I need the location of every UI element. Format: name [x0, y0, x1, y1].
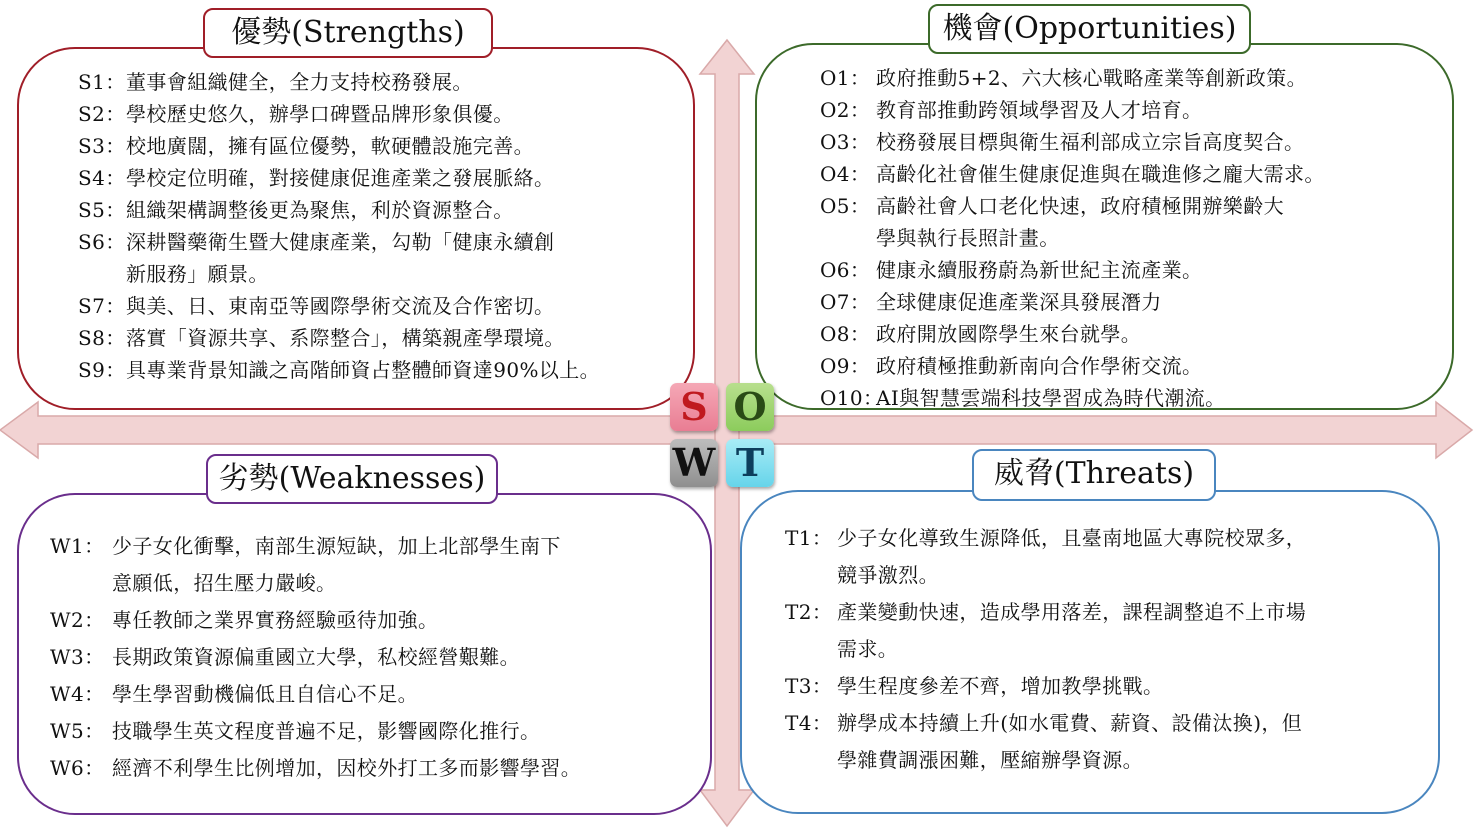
- weakness-item: [50, 639, 581, 676]
- item-code: O6：: [820, 258, 871, 282]
- item-text: 學校定位明確，對接健康促進產業之發展脈絡。: [126, 166, 555, 190]
- item-text: 組織架構調整後更為聚焦，利於資源整合。: [126, 198, 514, 222]
- item-code: T3：: [785, 674, 833, 698]
- item-code: S7：: [78, 294, 126, 318]
- weakness-item: [50, 528, 581, 602]
- item-code: W1：: [50, 534, 105, 558]
- item-code: O3：: [820, 130, 871, 154]
- threat-item: [785, 668, 1306, 705]
- weaknesses-list: [50, 528, 581, 787]
- weaknesses-title: 劣勢(Weaknesses): [206, 454, 498, 504]
- swot-tile-s: S: [670, 383, 718, 431]
- threats-list: [785, 520, 1306, 779]
- item-text: 經濟不利學生比例增加，因校外打工多而影響學習。: [112, 756, 582, 780]
- opportunity-item: [820, 126, 1325, 158]
- item-text-continued: 學雜費調漲困難，壓縮辦學資源。: [837, 748, 1143, 772]
- item-text-continued: 需求。: [837, 637, 899, 661]
- opportunity-item: [820, 286, 1325, 318]
- opportunity-item: [820, 318, 1325, 350]
- opportunities-list: [820, 62, 1325, 414]
- weakness-item: [50, 750, 581, 787]
- item-code: W3：: [50, 645, 105, 669]
- strength-item: [78, 66, 600, 98]
- strength-item: [78, 354, 600, 386]
- item-code: T4：: [785, 711, 833, 735]
- strength-item: [78, 194, 600, 226]
- strength-item: [78, 226, 600, 290]
- item-code: S4：: [78, 166, 126, 190]
- item-text: 少子女化衝擊，南部生源短缺，加上北部學生南下: [112, 534, 561, 558]
- item-code: S5：: [78, 198, 126, 222]
- item-code: O9：: [820, 354, 871, 378]
- strength-item: [78, 162, 600, 194]
- item-code: S8：: [78, 326, 126, 350]
- item-code: W5：: [50, 719, 105, 743]
- threats-title: 威脅(Threats): [972, 449, 1216, 501]
- opportunity-item: [820, 350, 1325, 382]
- item-code: S3：: [78, 134, 126, 158]
- strength-item: [78, 130, 600, 162]
- item-text: 教育部推動跨領域學習及人才培育。: [876, 98, 1203, 122]
- item-text: 政府開放國際學生來台就學。: [876, 322, 1142, 346]
- weakness-item: [50, 713, 581, 750]
- item-text: 深耕醫藥衛生暨大健康產業，勾勒「健康永續創: [126, 230, 555, 254]
- strength-item: [78, 322, 600, 354]
- item-text: 落實「資源共享、系際整合」，構築親產學環境。: [126, 326, 565, 350]
- item-text: 政府推動5+2、六大核心戰略產業等創新政策。: [876, 66, 1308, 90]
- item-code: T2：: [785, 600, 833, 624]
- item-code: W2：: [50, 608, 105, 632]
- swot-tile-o: O: [726, 383, 774, 431]
- item-text: 學校歷史悠久，辦學口碑暨品牌形象俱優。: [126, 102, 514, 126]
- threat-item: [785, 705, 1306, 779]
- item-text: 政府積極推動新南向合作學術交流。: [876, 354, 1203, 378]
- threat-item: [785, 520, 1306, 594]
- item-text: 具專業背景知識之高階師資占整體師資達90%以上。: [126, 358, 601, 382]
- opportunity-item: [820, 158, 1325, 190]
- item-code: S2：: [78, 102, 126, 126]
- item-text: 與美、日、東南亞等國際學術交流及合作密切。: [126, 294, 555, 318]
- item-text-continued: 新服務」願景。: [126, 262, 269, 286]
- item-code: O7：: [820, 290, 871, 314]
- strengths-list: [78, 66, 600, 386]
- item-code: S6：: [78, 230, 126, 254]
- item-code: O4：: [820, 162, 871, 186]
- item-text-continued: 學與執行長照計畫。: [876, 226, 1060, 250]
- threat-item: [785, 594, 1306, 668]
- item-code: S9：: [78, 358, 126, 382]
- item-text-continued: 競爭激烈。: [837, 563, 939, 587]
- item-code: O5：: [820, 194, 871, 218]
- opportunity-item: [820, 94, 1325, 126]
- item-text: 健康永續服務蔚為新世紀主流產業。: [876, 258, 1203, 282]
- strength-item: [78, 98, 600, 130]
- item-code: T1：: [785, 526, 833, 550]
- item-text: 技職學生英文程度普遍不足，影響國際化推行。: [112, 719, 541, 743]
- item-text: AI與智慧雲端科技學習成為時代潮流。: [876, 386, 1226, 410]
- item-text: 辦學成本持續上升(如水電費、薪資、設備汰換)，但: [837, 711, 1303, 735]
- item-text: 全球健康促進產業深具發展潛力: [876, 290, 1162, 314]
- item-text: 專任教師之業界實務經驗亟待加強。: [112, 608, 439, 632]
- item-text: 高齡化社會催生健康促進與在職進修之龐大需求。: [876, 162, 1325, 186]
- opportunity-item: [820, 62, 1325, 94]
- swot-tile-t: T: [726, 439, 774, 487]
- item-text: 產業變動快速，造成學用落差，課程調整追不上市場: [837, 600, 1307, 624]
- item-text: 高齡社會人口老化快速，政府積極開辦樂齡大: [876, 194, 1284, 218]
- strength-item: [78, 290, 600, 322]
- item-code: W6：: [50, 756, 105, 780]
- item-code: S1：: [78, 70, 126, 94]
- swot-tile-w: W: [670, 439, 718, 487]
- opportunity-item: [820, 254, 1325, 286]
- strengths-title: 優勢(Strengths): [203, 8, 493, 58]
- opportunity-item: [820, 382, 1325, 414]
- item-code: O2：: [820, 98, 871, 122]
- item-text: 學生程度參差不齊，增加教學挑戰。: [837, 674, 1164, 698]
- item-code: O10：: [820, 386, 884, 410]
- item-code: O1：: [820, 66, 871, 90]
- item-text: 校務發展目標與衛生福利部成立宗旨高度契合。: [876, 130, 1305, 154]
- opportunity-item: [820, 190, 1325, 254]
- item-text: 學生學習動機偏低且自信心不足。: [112, 682, 418, 706]
- item-text: 校地廣闊，擁有區位優勢，軟硬體設施完善。: [126, 134, 534, 158]
- weakness-item: [50, 676, 581, 713]
- item-text-continued: 意願低，招生壓力嚴峻。: [112, 571, 337, 595]
- item-text: 長期政策資源偏重國立大學，私校經營艱難。: [112, 645, 520, 669]
- item-text: 董事會組織健全，全力支持校務發展。: [126, 70, 473, 94]
- item-code: O8：: [820, 322, 871, 346]
- weakness-item: [50, 602, 581, 639]
- item-text: 少子女化導致生源降低，且臺南地區大專院校眾多，: [837, 526, 1307, 550]
- opportunities-title: 機會(Opportunities): [928, 4, 1251, 54]
- item-code: W4：: [50, 682, 105, 706]
